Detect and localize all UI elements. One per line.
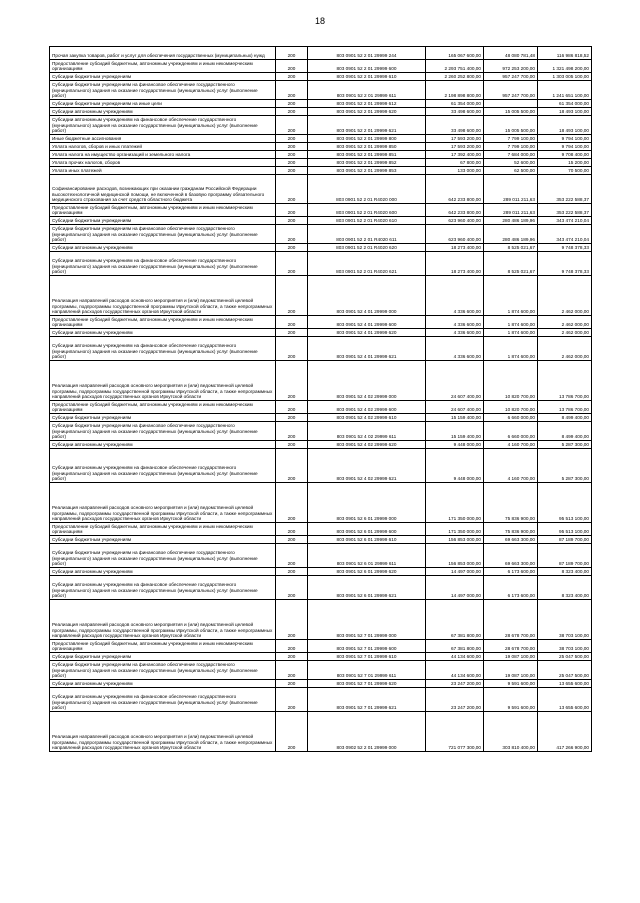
row-approved-amount-cell: 2 293 751 400,00 bbox=[426, 60, 484, 73]
row-name-cell: Субсидии автономным учреждениям на финансовое обеспечение государственного (муниципального) задания на оказание государственных (муниципальных) услуг (выполнение работ) bbox=[50, 688, 276, 712]
row-name-cell: Субсидии автономным учреждениям на финансовое обеспечение государственного (муниципального) задания на оказание государственных (муниципальных) услуг (выполнение работ) bbox=[50, 337, 276, 361]
row-executed-amount-cell: 15 005 500,00 bbox=[484, 116, 538, 135]
row-admin-code-cell: 200 bbox=[276, 244, 308, 252]
table-row bbox=[50, 544, 592, 568]
row-admin-code-cell: 200 bbox=[276, 116, 308, 135]
table-row bbox=[50, 108, 592, 116]
row-admin-code-cell: 200 bbox=[276, 337, 308, 361]
row-classification-code-cell: 803 0901 52 4 01 29999 000 bbox=[308, 276, 426, 316]
row-name-cell: Субсидии автономным учреждениям bbox=[50, 244, 276, 252]
row-admin-code-cell: 200 bbox=[276, 523, 308, 536]
row-name-cell: Субсидии бюджетным учреждениям на финансовое обеспечение государственного (муниципального) задания на оказание государственных (муниципальных) услуг (выполнение работ) bbox=[50, 422, 276, 441]
row-remaining-amount-cell: 95 513 100,00 bbox=[538, 523, 592, 536]
row-remaining-amount-cell: 5 287 300,00 bbox=[538, 441, 592, 449]
row-remaining-amount-cell: 343 474 210,04 bbox=[538, 217, 592, 225]
row-name-cell: Субсидии бюджетным учреждениям bbox=[50, 653, 276, 661]
row-approved-amount-cell: 9 448 000,00 bbox=[426, 441, 484, 449]
row-executed-amount-cell: 7 799 100,00 bbox=[484, 135, 538, 143]
table-row bbox=[50, 688, 592, 712]
row-classification-code-cell: 803 0901 52 4 02 29999 611 bbox=[308, 422, 426, 441]
row-admin-code-cell: 200 bbox=[276, 576, 308, 600]
row-classification-code-cell: 803 0901 52 2 01 R4020 621 bbox=[308, 252, 426, 276]
row-remaining-amount-cell: 38 703 100,00 bbox=[538, 600, 592, 640]
row-remaining-amount-cell: 8 323 400,00 bbox=[538, 576, 592, 600]
row-remaining-amount-cell: 87 189 700,00 bbox=[538, 536, 592, 544]
row-admin-code-cell: 200 bbox=[276, 217, 308, 225]
row-admin-code-cell: 200 bbox=[276, 688, 308, 712]
row-admin-code-cell: 200 bbox=[276, 544, 308, 568]
row-executed-amount-cell bbox=[484, 100, 538, 108]
row-approved-amount-cell: 67 381 800,00 bbox=[426, 640, 484, 653]
row-approved-amount-cell: 18 273 400,00 bbox=[426, 244, 484, 252]
row-admin-code-cell: 200 bbox=[276, 252, 308, 276]
row-admin-code-cell: 200 bbox=[276, 422, 308, 441]
row-approved-amount-cell: 23 247 200,00 bbox=[426, 680, 484, 688]
row-admin-code-cell: 200 bbox=[276, 661, 308, 680]
table-row bbox=[50, 143, 592, 151]
row-approved-amount-cell: 67 381 800,00 bbox=[426, 600, 484, 640]
row-approved-amount-cell: 623 960 400,00 bbox=[426, 225, 484, 244]
row-name-cell: Предоставление субсидий бюджетным, автономным учреждениям и иным некоммерческим организациям bbox=[50, 60, 276, 73]
row-approved-amount-cell: 721 077 300,00 bbox=[426, 712, 484, 752]
row-name-cell: Реализация направлений расходов основного мероприятия и (или) ведомственной целевой программы, подпрограммы государственной программы Иркутской области, а также непрограммных направлений расходов государственных органов Иркутской области bbox=[50, 712, 276, 752]
row-classification-code-cell: 803 0901 52 7 01 29999 620 bbox=[308, 680, 426, 688]
row-classification-code-cell: 803 0901 52 2 01 R4020 600 bbox=[308, 204, 426, 217]
row-name-cell: Предоставление субсидий бюджетным, автономным учреждениям и иным некоммерческим организациям bbox=[50, 523, 276, 536]
row-executed-amount-cell: 303 810 400,00 bbox=[484, 712, 538, 752]
row-approved-amount-cell: 2 198 898 800,00 bbox=[426, 81, 484, 100]
table-row bbox=[50, 712, 592, 752]
row-remaining-amount-cell: 1 321 498 200,00 bbox=[538, 60, 592, 73]
row-classification-code-cell: 803 0901 52 2 01 R4020 620 bbox=[308, 244, 426, 252]
row-name-cell: Субсидии бюджетным учреждениям bbox=[50, 217, 276, 225]
row-classification-code-cell: 803 0901 52 4 01 29999 621 bbox=[308, 337, 426, 361]
table-row bbox=[50, 640, 592, 653]
row-approved-amount-cell: 156 853 000,00 bbox=[426, 544, 484, 568]
row-name-cell: Реализация направлений расходов основного мероприятия и (или) ведомственной целевой программы, подпрограммы государственной программы Иркутской области, а также непрограммных направлений расходов государственных органов Иркутской области bbox=[50, 483, 276, 523]
row-executed-amount-cell: 8 525 021,67 bbox=[484, 252, 538, 276]
row-name-cell: Субсидии бюджетным учреждениям на иные цели bbox=[50, 100, 276, 108]
row-remaining-amount-cell: 9 748 378,33 bbox=[538, 244, 592, 252]
row-remaining-amount-cell: 353 222 588,37 bbox=[538, 175, 592, 204]
row-executed-amount-cell: 48 080 781,48 bbox=[484, 47, 538, 60]
row-remaining-amount-cell: 18 493 100,00 bbox=[538, 108, 592, 116]
row-remaining-amount-cell: 2 462 000,00 bbox=[538, 329, 592, 337]
row-remaining-amount-cell: 116 986 818,52 bbox=[538, 47, 592, 60]
table-row bbox=[50, 401, 592, 414]
row-name-cell: Субсидии бюджетным учреждениям на финансовое обеспечение государственного (муниципального) задания на оказание государственных (муниципальных) услуг (выполнение работ) bbox=[50, 81, 276, 100]
row-admin-code-cell: 200 bbox=[276, 536, 308, 544]
row-approved-amount-cell: 17 593 200,00 bbox=[426, 143, 484, 151]
row-name-cell: Уплата налогов, сборов и иных платежей bbox=[50, 143, 276, 151]
row-classification-code-cell: 803 0901 52 6 01 29999 600 bbox=[308, 523, 426, 536]
row-approved-amount-cell: 4 336 600,00 bbox=[426, 329, 484, 337]
row-approved-amount-cell: 17 593 200,00 bbox=[426, 135, 484, 143]
row-name-cell: Прочая закупка товаров, работ и услуг для обеспечения государственных (муниципальных) нужд bbox=[50, 47, 276, 60]
row-name-cell: Субсидии автономным учреждениям на финансовое обеспечение государственного (муниципального) задания на оказание государственных (муниципальных) услуг (выполнение работ) bbox=[50, 116, 276, 135]
row-classification-code-cell: 803 0901 52 2 01 R4020 000 bbox=[308, 175, 426, 204]
row-admin-code-cell: 200 bbox=[276, 653, 308, 661]
row-executed-amount-cell: 75 836 900,00 bbox=[484, 483, 538, 523]
row-executed-amount-cell: 972 253 200,00 bbox=[484, 60, 538, 73]
row-approved-amount-cell: 24 607 400,00 bbox=[426, 401, 484, 414]
table-row bbox=[50, 175, 592, 204]
row-approved-amount-cell: 14 497 000,00 bbox=[426, 576, 484, 600]
row-remaining-amount-cell: 70 500,00 bbox=[538, 167, 592, 175]
row-classification-code-cell: 803 0901 52 7 01 29999 611 bbox=[308, 661, 426, 680]
row-executed-amount-cell: 69 663 300,00 bbox=[484, 544, 538, 568]
row-admin-code-cell: 200 bbox=[276, 600, 308, 640]
table-row bbox=[50, 414, 592, 422]
row-approved-amount-cell: 4 336 600,00 bbox=[426, 316, 484, 329]
row-classification-code-cell: 803 0901 52 2 01 29999 610 bbox=[308, 73, 426, 81]
row-approved-amount-cell: 165 067 600,00 bbox=[426, 47, 484, 60]
row-remaining-amount-cell: 1 241 651 100,00 bbox=[538, 81, 592, 100]
row-classification-code-cell: 803 0901 52 2 01 29999 600 bbox=[308, 60, 426, 73]
row-admin-code-cell: 200 bbox=[276, 100, 308, 108]
row-name-cell: Предоставление субсидий бюджетным, автономным учреждениям и иным некоммерческим организациям bbox=[50, 316, 276, 329]
row-classification-code-cell: 803 0901 52 2 01 29999 850 bbox=[308, 143, 426, 151]
row-executed-amount-cell: 9 591 600,00 bbox=[484, 688, 538, 712]
row-executed-amount-cell: 69 663 300,00 bbox=[484, 536, 538, 544]
row-executed-amount-cell: 289 011 211,63 bbox=[484, 204, 538, 217]
row-admin-code-cell: 200 bbox=[276, 449, 308, 483]
row-classification-code-cell: 803 0901 52 2 01 29999 621 bbox=[308, 116, 426, 135]
row-name-cell: Субсидии автономным учреждениям bbox=[50, 680, 276, 688]
row-approved-amount-cell: 4 336 600,00 bbox=[426, 276, 484, 316]
row-executed-amount-cell: 957 247 700,00 bbox=[484, 73, 538, 81]
row-admin-code-cell: 200 bbox=[276, 47, 308, 60]
row-name-cell: Уплата налога на имущество организаций и земельного налога bbox=[50, 151, 276, 159]
row-classification-code-cell: 803 0901 52 2 01 R4020 610 bbox=[308, 217, 426, 225]
table-row bbox=[50, 217, 592, 225]
row-executed-amount-cell: 7 684 000,00 bbox=[484, 151, 538, 159]
row-approved-amount-cell: 4 336 600,00 bbox=[426, 337, 484, 361]
row-remaining-amount-cell: 18 493 100,00 bbox=[538, 116, 592, 135]
row-name-cell: Субсидии автономным учреждениям на финансовое обеспечение государственного (муниципального) задания на оказание государственных (муниципальных) услуг (выполнение работ) bbox=[50, 449, 276, 483]
row-classification-code-cell: 803 0901 52 4 02 29999 620 bbox=[308, 441, 426, 449]
table-row bbox=[50, 167, 592, 175]
row-executed-amount-cell: 4 160 700,00 bbox=[484, 449, 538, 483]
row-executed-amount-cell: 6 173 600,00 bbox=[484, 576, 538, 600]
table-row bbox=[50, 483, 592, 523]
row-admin-code-cell: 200 bbox=[276, 143, 308, 151]
row-remaining-amount-cell: 417 266 900,00 bbox=[538, 712, 592, 752]
row-approved-amount-cell: 24 607 400,00 bbox=[426, 361, 484, 401]
table-row bbox=[50, 653, 592, 661]
row-name-cell: Предоставление субсидий бюджетным, автономным учреждениям и иным некоммерческим организациям bbox=[50, 401, 276, 414]
row-admin-code-cell: 200 bbox=[276, 568, 308, 576]
row-remaining-amount-cell: 38 703 100,00 bbox=[538, 640, 592, 653]
row-admin-code-cell: 200 bbox=[276, 414, 308, 422]
row-remaining-amount-cell: 8 499 400,00 bbox=[538, 414, 592, 422]
row-name-cell: Субсидии бюджетным учреждениям bbox=[50, 73, 276, 81]
row-remaining-amount-cell: 87 189 700,00 bbox=[538, 544, 592, 568]
row-remaining-amount-cell: 95 513 100,00 bbox=[538, 483, 592, 523]
table-row bbox=[50, 680, 592, 688]
row-admin-code-cell: 200 bbox=[276, 151, 308, 159]
row-approved-amount-cell: 171 350 000,00 bbox=[426, 483, 484, 523]
table-row bbox=[50, 536, 592, 544]
row-executed-amount-cell: 75 836 900,00 bbox=[484, 523, 538, 536]
table-row bbox=[50, 600, 592, 640]
row-classification-code-cell: 803 0901 52 2 01 29999 853 bbox=[308, 167, 426, 175]
row-name-cell: Субсидии бюджетным учреждениям на финансовое обеспечение государственного (муниципального) задания на оказание государственных (муниципальных) услуг (выполнение работ) bbox=[50, 661, 276, 680]
row-admin-code-cell: 200 bbox=[276, 680, 308, 688]
row-remaining-amount-cell: 2 462 000,00 bbox=[538, 316, 592, 329]
row-remaining-amount-cell: 13 786 700,00 bbox=[538, 401, 592, 414]
row-approved-amount-cell: 9 448 000,00 bbox=[426, 449, 484, 483]
row-remaining-amount-cell: 8 323 400,00 bbox=[538, 568, 592, 576]
row-executed-amount-cell: 7 799 100,00 bbox=[484, 143, 538, 151]
row-name-cell: Субсидии бюджетным учреждениям на финансовое обеспечение государственного (муниципального) задания на оказание государственных (муниципальных) услуг (выполнение работ) bbox=[50, 225, 276, 244]
row-executed-amount-cell: 6 660 000,00 bbox=[484, 422, 538, 441]
row-classification-code-cell: 803 0901 52 4 02 29999 600 bbox=[308, 401, 426, 414]
row-classification-code-cell: 803 0901 52 7 01 29999 621 bbox=[308, 688, 426, 712]
row-admin-code-cell: 200 bbox=[276, 329, 308, 337]
row-name-cell: Субсидии бюджетным учреждениям на финансовое обеспечение государственного (муниципального) задания на оказание государственных (муниципальных) услуг (выполнение работ) bbox=[50, 544, 276, 568]
row-admin-code-cell: 200 bbox=[276, 276, 308, 316]
row-admin-code-cell: 200 bbox=[276, 175, 308, 204]
row-classification-code-cell: 803 0901 52 2 01 29999 612 bbox=[308, 100, 426, 108]
table-row bbox=[50, 523, 592, 536]
table-row bbox=[50, 116, 592, 135]
row-executed-amount-cell: 19 087 100,00 bbox=[484, 661, 538, 680]
row-admin-code-cell: 200 bbox=[276, 401, 308, 414]
table-row bbox=[50, 81, 592, 100]
row-name-cell: Субсидии автономным учреждениям на финансовое обеспечение государственного (муниципального) задания на оказание государственных (муниципальных) услуг (выполнение работ) bbox=[50, 576, 276, 600]
row-remaining-amount-cell: 61 354 000,00 bbox=[538, 100, 592, 108]
row-admin-code-cell: 200 bbox=[276, 361, 308, 401]
row-remaining-amount-cell: 25 047 500,00 bbox=[538, 661, 592, 680]
table-row bbox=[50, 100, 592, 108]
row-executed-amount-cell: 15 005 500,00 bbox=[484, 108, 538, 116]
row-executed-amount-cell: 10 820 700,00 bbox=[484, 401, 538, 414]
row-approved-amount-cell: 623 960 400,00 bbox=[426, 217, 484, 225]
row-admin-code-cell: 200 bbox=[276, 135, 308, 143]
row-admin-code-cell: 200 bbox=[276, 712, 308, 752]
table-row bbox=[50, 47, 592, 60]
row-classification-code-cell: 803 0901 52 6 01 29999 611 bbox=[308, 544, 426, 568]
row-executed-amount-cell: 1 874 600,00 bbox=[484, 329, 538, 337]
row-remaining-amount-cell: 13 655 600,00 bbox=[538, 680, 592, 688]
row-classification-code-cell: 803 0901 52 2 01 29999 244 bbox=[308, 47, 426, 60]
row-executed-amount-cell: 1 874 600,00 bbox=[484, 337, 538, 361]
row-classification-code-cell: 803 0901 52 2 01 29999 851 bbox=[308, 151, 426, 159]
row-name-cell: Субсидии бюджетным учреждениям bbox=[50, 536, 276, 544]
row-admin-code-cell: 200 bbox=[276, 159, 308, 167]
row-executed-amount-cell: 52 600,00 bbox=[484, 159, 538, 167]
row-classification-code-cell: 803 0901 52 7 01 29999 610 bbox=[308, 653, 426, 661]
row-admin-code-cell: 200 bbox=[276, 483, 308, 523]
table-row bbox=[50, 441, 592, 449]
budget-table bbox=[49, 46, 592, 752]
row-executed-amount-cell: 4 160 700,00 bbox=[484, 441, 538, 449]
row-remaining-amount-cell: 353 222 588,37 bbox=[538, 204, 592, 217]
row-classification-code-cell: 803 0901 52 7 01 29999 600 bbox=[308, 640, 426, 653]
row-classification-code-cell: 803 0901 52 4 02 29999 000 bbox=[308, 361, 426, 401]
row-remaining-amount-cell: 15 200,00 bbox=[538, 159, 592, 167]
row-classification-code-cell: 803 0901 52 2 01 29999 800 bbox=[308, 135, 426, 143]
row-name-cell: Уплата иных платежей bbox=[50, 167, 276, 175]
row-name-cell: Реализация направлений расходов основного мероприятия и (или) ведомственной целевой программы, подпрограммы государственной программы Иркутской области, а также непрограммных направлений расходов государственных органов Иркутской области bbox=[50, 600, 276, 640]
row-executed-amount-cell: 1 874 600,00 bbox=[484, 316, 538, 329]
table-row bbox=[50, 449, 592, 483]
row-approved-amount-cell: 642 233 800,00 bbox=[426, 204, 484, 217]
row-remaining-amount-cell: 9 794 100,00 bbox=[538, 135, 592, 143]
table-row bbox=[50, 135, 592, 143]
row-admin-code-cell: 200 bbox=[276, 225, 308, 244]
row-classification-code-cell: 803 0901 52 4 02 29999 610 bbox=[308, 414, 426, 422]
row-admin-code-cell: 200 bbox=[276, 204, 308, 217]
row-approved-amount-cell: 17 392 400,00 bbox=[426, 151, 484, 159]
row-remaining-amount-cell: 9 708 400,00 bbox=[538, 151, 592, 159]
row-admin-code-cell: 200 bbox=[276, 60, 308, 73]
row-name-cell: Субсидии автономным учреждениям bbox=[50, 441, 276, 449]
row-classification-code-cell: 803 0901 52 7 01 29999 000 bbox=[308, 600, 426, 640]
table-row bbox=[50, 422, 592, 441]
row-classification-code-cell: 803 0901 52 6 01 29999 610 bbox=[308, 536, 426, 544]
row-remaining-amount-cell: 25 047 500,00 bbox=[538, 653, 592, 661]
table-row bbox=[50, 151, 592, 159]
row-executed-amount-cell: 289 011 211,63 bbox=[484, 175, 538, 204]
row-approved-amount-cell: 44 134 600,00 bbox=[426, 653, 484, 661]
row-classification-code-cell: 803 0902 52 2 01 29999 000 bbox=[308, 712, 426, 752]
page-number: 18 bbox=[314, 16, 325, 26]
row-approved-amount-cell: 61 354 000,00 bbox=[426, 100, 484, 108]
row-remaining-amount-cell: 9 748 378,33 bbox=[538, 252, 592, 276]
table-row bbox=[50, 661, 592, 680]
table-row bbox=[50, 576, 592, 600]
row-executed-amount-cell: 62 500,00 bbox=[484, 167, 538, 175]
row-approved-amount-cell: 18 273 400,00 bbox=[426, 252, 484, 276]
row-admin-code-cell: 200 bbox=[276, 81, 308, 100]
row-approved-amount-cell: 23 247 200,00 bbox=[426, 688, 484, 712]
table-row bbox=[50, 316, 592, 329]
row-classification-code-cell: 803 0901 52 2 01 29999 611 bbox=[308, 81, 426, 100]
row-classification-code-cell: 803 0901 52 2 01 29999 620 bbox=[308, 108, 426, 116]
row-remaining-amount-cell: 1 303 005 100,00 bbox=[538, 73, 592, 81]
row-admin-code-cell: 200 bbox=[276, 73, 308, 81]
row-classification-code-cell: 803 0901 52 2 01 29999 852 bbox=[308, 159, 426, 167]
row-classification-code-cell: 803 0901 52 4 02 29999 621 bbox=[308, 449, 426, 483]
row-approved-amount-cell: 14 497 000,00 bbox=[426, 568, 484, 576]
row-classification-code-cell: 803 0901 52 4 01 29999 600 bbox=[308, 316, 426, 329]
row-executed-amount-cell: 1 874 600,00 bbox=[484, 276, 538, 316]
row-classification-code-cell: 803 0901 52 4 01 29999 620 bbox=[308, 329, 426, 337]
row-remaining-amount-cell: 5 287 300,00 bbox=[538, 449, 592, 483]
table-row bbox=[50, 337, 592, 361]
table-row bbox=[50, 276, 592, 316]
row-executed-amount-cell: 28 678 700,00 bbox=[484, 600, 538, 640]
table-row bbox=[50, 60, 592, 73]
row-name-cell: Предоставление субсидий бюджетным, автономным учреждениям и иным некоммерческим организациям bbox=[50, 640, 276, 653]
row-executed-amount-cell: 9 591 600,00 bbox=[484, 680, 538, 688]
row-approved-amount-cell: 15 159 400,00 bbox=[426, 422, 484, 441]
row-remaining-amount-cell: 2 462 000,00 bbox=[538, 276, 592, 316]
row-executed-amount-cell: 10 820 700,00 bbox=[484, 361, 538, 401]
row-admin-code-cell: 200 bbox=[276, 640, 308, 653]
row-remaining-amount-cell: 13 786 700,00 bbox=[538, 361, 592, 401]
table-row bbox=[50, 225, 592, 244]
budget-table-body bbox=[50, 47, 592, 752]
row-classification-code-cell: 803 0901 52 6 01 29999 620 bbox=[308, 568, 426, 576]
row-executed-amount-cell: 8 525 021,67 bbox=[484, 244, 538, 252]
row-admin-code-cell: 200 bbox=[276, 167, 308, 175]
row-admin-code-cell: 200 bbox=[276, 316, 308, 329]
row-approved-amount-cell: 133 000,00 bbox=[426, 167, 484, 175]
row-classification-code-cell: 803 0901 52 6 01 29999 000 bbox=[308, 483, 426, 523]
row-name-cell: Софинансирование расходов, возникающих при оказании гражданам Российской Федерации высокотехнологичной медицинской помощи, не включенной в базовую программу обязательного медицинского страхования за счет средств областного бюджета bbox=[50, 175, 276, 204]
table-row bbox=[50, 159, 592, 167]
row-approved-amount-cell: 44 134 600,00 bbox=[426, 661, 484, 680]
row-remaining-amount-cell: 9 794 100,00 bbox=[538, 143, 592, 151]
row-name-cell: Иные бюджетные ассигнования bbox=[50, 135, 276, 143]
table-row bbox=[50, 252, 592, 276]
table-row bbox=[50, 361, 592, 401]
table-row bbox=[50, 73, 592, 81]
row-approved-amount-cell: 33 498 600,00 bbox=[426, 116, 484, 135]
row-executed-amount-cell: 19 087 100,00 bbox=[484, 653, 538, 661]
row-approved-amount-cell: 642 233 800,00 bbox=[426, 175, 484, 204]
row-executed-amount-cell: 6 660 000,00 bbox=[484, 414, 538, 422]
row-approved-amount-cell: 33 498 600,00 bbox=[426, 108, 484, 116]
row-name-cell: Предоставление субсидий бюджетным, автономным учреждениям и иным некоммерческим организациям bbox=[50, 204, 276, 217]
row-admin-code-cell: 200 bbox=[276, 108, 308, 116]
row-name-cell: Реализация направлений расходов основного мероприятия и (или) ведомственной целевой программы, подпрограммы государственной программы Иркутской области, а также непрограммных направлений расходов государственных органов Иркутской области bbox=[50, 276, 276, 316]
row-approved-amount-cell: 15 159 400,00 bbox=[426, 414, 484, 422]
table-row bbox=[50, 568, 592, 576]
row-remaining-amount-cell: 343 474 210,04 bbox=[538, 225, 592, 244]
row-approved-amount-cell: 171 350 000,00 bbox=[426, 523, 484, 536]
row-name-cell: Субсидии автономным учреждениям bbox=[50, 329, 276, 337]
row-name-cell: Субсидии автономным учреждениям bbox=[50, 108, 276, 116]
row-executed-amount-cell: 280 486 189,96 bbox=[484, 225, 538, 244]
row-approved-amount-cell: 67 800,00 bbox=[426, 159, 484, 167]
row-name-cell: Субсидии бюджетным учреждениям bbox=[50, 414, 276, 422]
row-approved-amount-cell: 2 260 252 800,00 bbox=[426, 73, 484, 81]
row-classification-code-cell: 803 0901 52 6 01 29999 621 bbox=[308, 576, 426, 600]
row-name-cell: Реализация направлений расходов основного мероприятия и (или) ведомственной целевой программы, подпрограммы государственной программы Иркутской области, а также непрограммных направлений расходов государственных органов Иркутской области bbox=[50, 361, 276, 401]
row-executed-amount-cell: 957 247 700,00 bbox=[484, 81, 538, 100]
row-remaining-amount-cell: 13 655 600,00 bbox=[538, 688, 592, 712]
row-executed-amount-cell: 280 486 189,96 bbox=[484, 217, 538, 225]
table-row bbox=[50, 204, 592, 217]
table-row bbox=[50, 329, 592, 337]
row-name-cell: Уплата прочих налогов, сборов bbox=[50, 159, 276, 167]
row-executed-amount-cell: 6 173 600,00 bbox=[484, 568, 538, 576]
row-classification-code-cell: 803 0901 52 2 01 R4020 611 bbox=[308, 225, 426, 244]
row-admin-code-cell: 200 bbox=[276, 441, 308, 449]
row-remaining-amount-cell: 8 499 400,00 bbox=[538, 422, 592, 441]
table-row bbox=[50, 244, 592, 252]
row-approved-amount-cell: 156 853 000,00 bbox=[426, 536, 484, 544]
row-name-cell: Субсидии автономным учреждениям на финансовое обеспечение государственного (муниципального) задания на оказание государственных (муниципальных) услуг (выполнение работ) bbox=[50, 252, 276, 276]
row-remaining-amount-cell: 2 462 000,00 bbox=[538, 337, 592, 361]
row-name-cell: Субсидии автономным учреждениям bbox=[50, 568, 276, 576]
row-executed-amount-cell: 28 678 700,00 bbox=[484, 640, 538, 653]
